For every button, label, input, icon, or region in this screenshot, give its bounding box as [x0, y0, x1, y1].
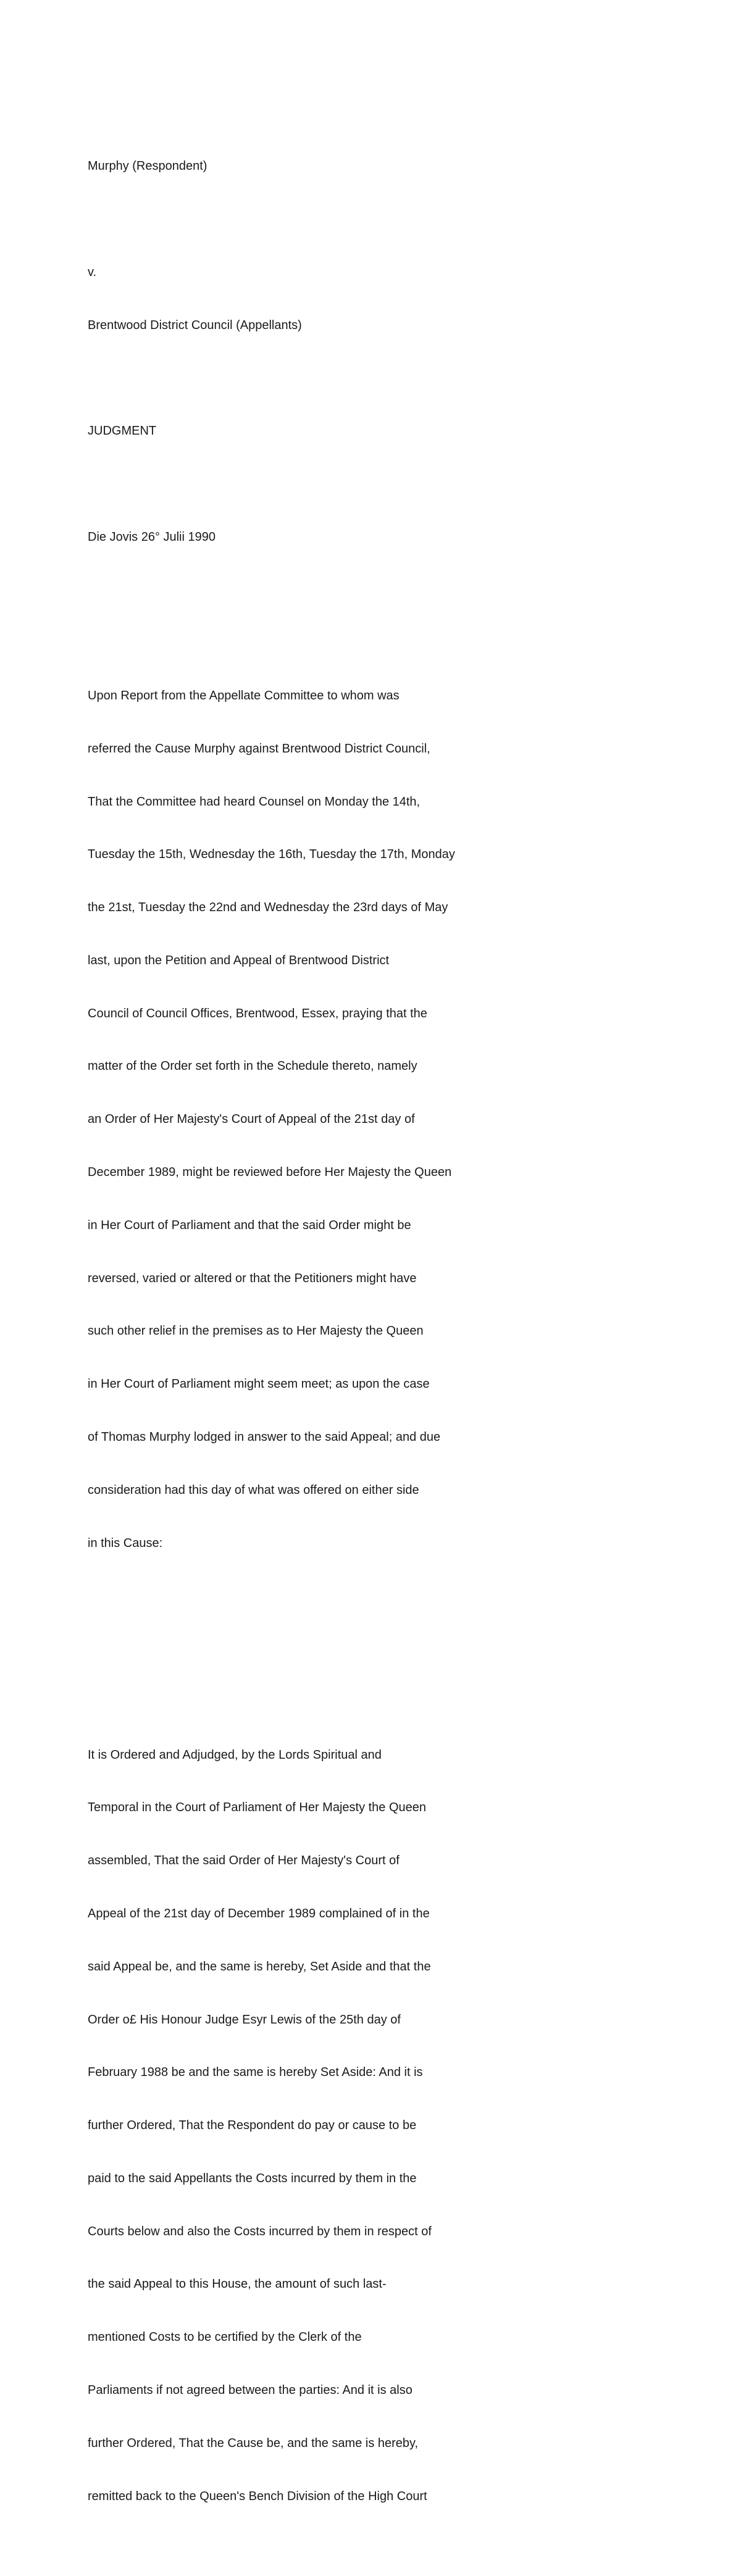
paragraph-line: further Ordered, That the Cause be, and the same is hereby, [88, 2436, 419, 2450]
paragraph-order [88, 1711, 520, 2540]
paragraph-line: December 1989, might be reviewed before Her Majesty the Queen [88, 1165, 452, 1180]
versus-line: v. [88, 265, 97, 279]
paragraph-line: the said Appeal to this House, the amount of such last- [88, 2277, 387, 2291]
paragraph-line: an Order of Her Majesty's Court of Appeal of the 21st day of [88, 1112, 415, 1127]
paragraph-line: Courts below and also the Costs incurred by them in respect of [88, 2224, 432, 2238]
appellants-line: Brentwood District Council (Appellants) [88, 318, 302, 332]
paragraph-line: Appeal of the 21st day of December 1989 complained of in the [88, 1906, 430, 1920]
judgment-date: Die Jovis 26° Julii 1990 [88, 530, 216, 544]
paragraph-line: Parliaments if not agreed between the parties: And it is also [88, 2383, 412, 2397]
paragraph-line: matter of the Order set forth in the Schedule thereto, namely [88, 1059, 417, 1073]
paragraph-line: mentioned Costs to be certified by the Clerk of the [88, 2330, 362, 2345]
paragraph-line: last, upon the Petition and Appeal of Brentwood District [88, 953, 390, 967]
judgment-heading: JUDGMENT [88, 424, 157, 438]
paragraph-line: further Ordered, That the Respondent do pay or cause to be [88, 2119, 417, 2133]
paragraph-line: of Thomas Murphy lodged in answer to the said Appeal; and due [88, 1430, 441, 1444]
paragraph-line: paid to the said Appellants the Costs incurred by them in the [88, 2171, 417, 2185]
paragraph-line: the 21st, Tuesday the 22nd and Wednesday the 23rd days of May [88, 901, 448, 915]
paragraph-line: in Her Court of Parliament and that the said Order might be [88, 1218, 411, 1232]
paragraph-line: Tuesday the 15th, Wednesday the 16th, Tuesday the 17th, Monday [88, 848, 455, 862]
paragraph-line: consideration had this day of what was offered on either side [88, 1483, 419, 1497]
spacer [88, 369, 520, 387]
paragraph-line: in Her Court of Parliament might seem meet; as upon the case [88, 1377, 430, 1391]
paragraph-line: Upon Report from the Appellate Committee to whom was [88, 689, 400, 702]
spacer [88, 1640, 520, 1658]
judgment-text [88, 122, 520, 2576]
paragraph-report [88, 652, 520, 1587]
spacer [88, 475, 520, 493]
respondent-line: Murphy (Respondent) [88, 159, 207, 173]
paragraph-line: said Appeal be, and the same is hereby, Set Aside and that the [88, 1959, 431, 1974]
paragraph-line: referred the Cause Murphy against Brentwood District Council, [88, 741, 430, 756]
paragraph-line: reversed, varied or altered or that the Petitioners might have [88, 1271, 417, 1285]
paragraph-line: remitted back to the Queen's Bench Division of the High Court [88, 2489, 427, 2503]
paragraph-line: Order o£ His Honour Judge Esyr Lewis of the 25th day of [88, 2012, 401, 2027]
paragraph-line: in this Cause: [88, 1536, 163, 1550]
paragraph-line: February 1988 be and the same is hereby Set Aside: And it is [88, 2065, 423, 2080]
paragraph-line: assembled, That the said Order of Her Majesty's Court of [88, 1854, 400, 1868]
paragraph-line: That the Committee had heard Counsel on Monday the 14th, [88, 794, 421, 809]
paragraph-line: Council of Council Offices, Brentwood, Essex, praying that the [88, 1006, 427, 1020]
paragraph-line: such other relief in the premises as to Her Majesty the Queen [88, 1324, 424, 1338]
paragraph-line: It is Ordered and Adjudged, by the Lords Spiritual and [88, 1748, 382, 1762]
spacer [88, 581, 520, 599]
spacer [88, 210, 520, 228]
paragraph-line: Temporal in the Court of Parliament of Her Majesty the Queen [88, 1801, 427, 1815]
